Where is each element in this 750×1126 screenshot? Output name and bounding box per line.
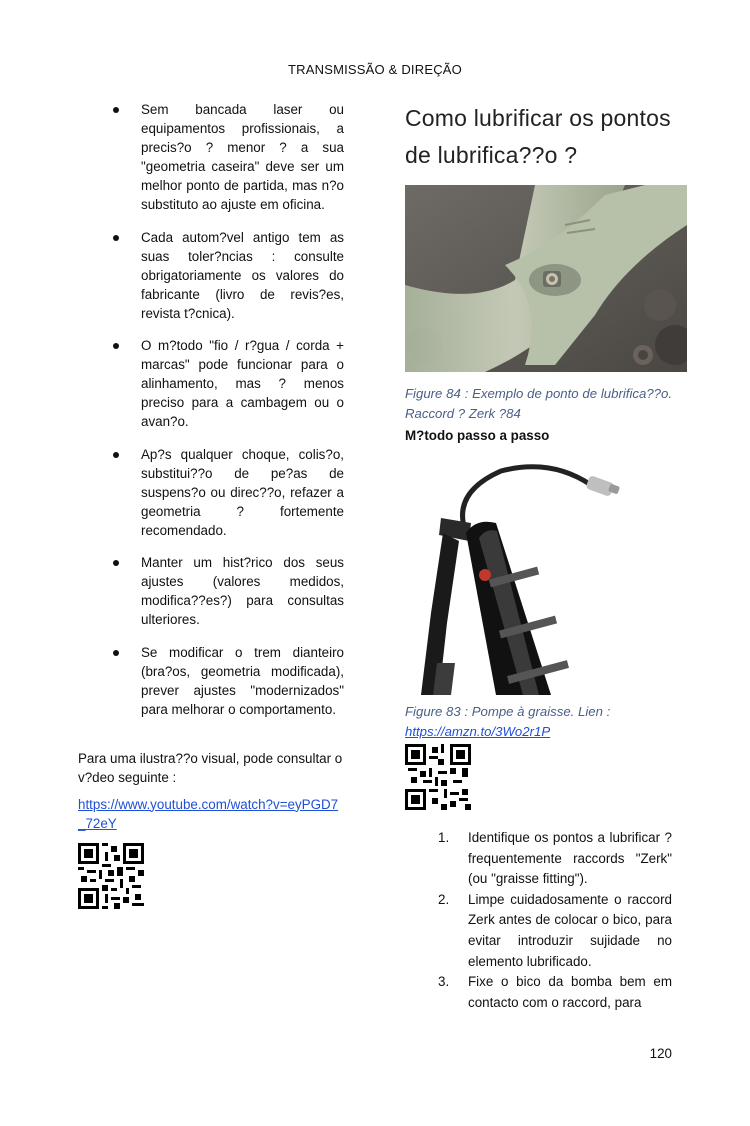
figure-83-caption: Figure 83 : Pompe à graisse. Lien : https://amzn.to/3Wo2r1P	[405, 704, 611, 739]
list-item: Sem bancada laser ou equipamentos profissionais, a precis?o ? menor ? a sua "geometria caseira" deve ser um melhor ponto de partida, mas n?o substituto ao ajuste em oficina.	[78, 100, 344, 214]
qr-code-icon	[78, 843, 144, 909]
list-item: Manter um hist?rico dos seus ajustes (valores medidos, modifica??es?) para consultas ulteriores.	[78, 553, 344, 629]
amazon-link[interactable]: https://amzn.to/3Wo2r1P	[405, 724, 551, 739]
list-item: Cada autom?vel antigo tem as suas toler?ncias : consulte obrigatoriamente os valores do fabricante (livro de revis?es, revista t?cnica).	[78, 228, 344, 323]
grease-gun-photo	[411, 463, 631, 695]
youtube-link[interactable]: https://www.youtube.com/watch?v=eyPGD7_72eY	[78, 796, 339, 831]
figure-84-caption: Figure 84 : Exemplo de ponto de lubrifica??o. Raccord ? Zerk ?84	[405, 386, 672, 421]
list-item: 2. Limpe cuidadosamente o raccord Zerk antes de colocar o bico, para evitar introduzir sujidade no elemento lubrificado.	[438, 891, 672, 969]
bullet-icon	[113, 452, 119, 458]
list-item: 3. Fixe o bico da bomba bem em contacto com o raccord, para	[438, 974, 672, 1010]
bullet-list	[78, 100, 344, 719]
bullet-icon	[113, 235, 119, 241]
list-item: Se modificar o trem dianteiro (bra?os, geometria modificada), prever ajustes "modernizados" para melhorar o comportamento.	[78, 643, 344, 719]
steps-list	[405, 828, 672, 1013]
running-header: TRANSMISSÃO & DIREÇÃO	[288, 62, 462, 77]
list-item: Ap?s qualquer choque, colis?o, substitui??o de pe?as de suspens?o ou direc??o, refazer a geometria ? fortemente recomendado.	[78, 445, 344, 540]
video-intro-paragraph: Para uma ilustra??o visual, pode consultar o v?deo seguinte :	[78, 750, 343, 785]
section-heading: Como lubrificar os pontos de lubrifica??o ?	[405, 105, 671, 168]
grease-fitting-photo	[405, 185, 687, 372]
page-number: 120	[649, 1046, 672, 1061]
qr-code-icon	[405, 744, 471, 810]
method-subheading: M?todo passo a passo	[405, 428, 550, 443]
right-column	[405, 100, 672, 1013]
list-item: 1. Identifique os pontos a lubrificar ? frequentemente raccords "Zerk" (ou "graisse fitting").	[438, 830, 672, 887]
bullet-icon	[113, 107, 119, 113]
bullet-icon	[113, 650, 119, 656]
left-column	[78, 100, 344, 909]
bullet-icon	[113, 560, 119, 566]
bullet-icon	[113, 343, 119, 349]
list-item: O m?todo "fio / r?gua / corda + marcas" pode funcionar para o alinhamento, mas ? menos preciso para a cambagem ou o avan?o.	[78, 336, 344, 431]
